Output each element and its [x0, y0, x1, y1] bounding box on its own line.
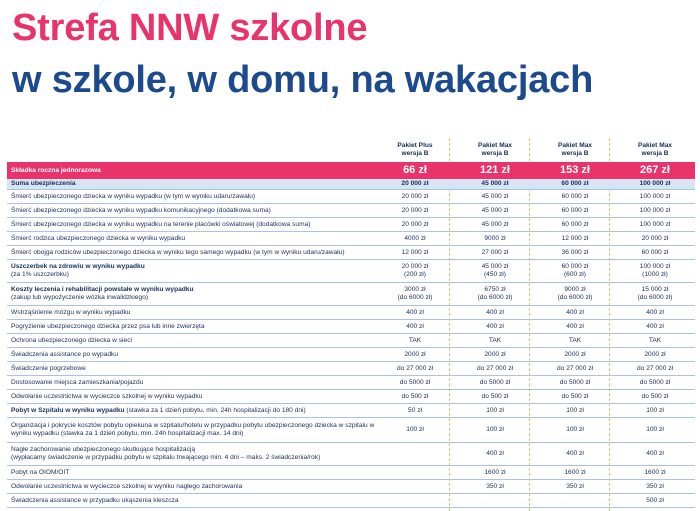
table-row: [7, 404, 695, 418]
table-row: [7, 362, 695, 376]
row-value: do 5000 zł: [399, 378, 431, 386]
table-row: [7, 283, 695, 306]
table-header-row: [7, 138, 695, 162]
row-value: 45 000 zł: [481, 220, 509, 228]
sum-insured-row: [7, 179, 695, 190]
row-value: 400 zł: [646, 450, 664, 458]
row-value: 100 zł: [406, 426, 424, 434]
title-line-2: w szkole, w domu, na wakacjach: [12, 59, 594, 101]
table-row: [7, 443, 695, 466]
table-row: [7, 246, 695, 260]
row-value: 500 zł: [646, 496, 664, 504]
row-value: [375, 494, 455, 507]
column-header: Pakiet Max wersja B: [557, 142, 593, 157]
row-value: 100 000 zł: [639, 192, 671, 200]
row-value: 1600 zł: [484, 468, 506, 476]
title-line-1: Strefa NNW szkolne: [12, 7, 368, 49]
row-value: 20 000 zł (200 zł): [401, 263, 429, 278]
row-value: 400 zł: [566, 322, 584, 330]
row-value: 100 000 zł: [639, 220, 671, 228]
row-value: do 500 zł: [641, 392, 669, 400]
row-label: Świadczenia assistance po wypadku: [11, 350, 119, 358]
row-value: 100 zł: [566, 406, 584, 414]
premium-value: 121 zł: [480, 163, 510, 176]
row-label: Śmierć ubezpieczonego dziecka w wyniku wypadku (w tym w wyniku udaru/zawału): [11, 192, 256, 200]
row-value: 15 000 zł (do 6000 zł): [637, 286, 673, 301]
row-value: 400 zł: [646, 308, 664, 316]
row-value: [535, 494, 615, 507]
row-value: 350 zł: [566, 482, 584, 490]
column-header: Pakiet Max wersja B: [637, 142, 673, 157]
table-row: [7, 218, 695, 232]
row-label: Śmierć ubezpieczonego dziecka w wyniku wypadku na terenie placówki oświatowej (dodatkowa suma): [11, 220, 311, 228]
row-value: 400 zł: [486, 450, 504, 458]
row-value: do 27 000 zł: [397, 364, 433, 372]
table-row: [7, 390, 695, 404]
row-value: 20 000 zł: [401, 192, 429, 200]
row-value: 100 zł: [646, 406, 664, 414]
sum-value: 100 000 zł: [639, 180, 671, 188]
row-value: [375, 466, 455, 479]
row-value: 400 zł: [406, 308, 424, 316]
row-label: Świadczenie pogrzebowe: [11, 364, 86, 372]
row-label: Wstrząśnienie mózgu w wyniku wypadku: [11, 308, 131, 316]
sum-label: Suma ubezpieczenia: [11, 180, 76, 188]
row-label: Dostosowanie miejsca zamieszkania/pojazdu: [11, 378, 144, 386]
row-value: do 500 zł: [401, 392, 429, 400]
row-value: TAK: [568, 336, 582, 344]
row-value: 2000 zł: [564, 350, 586, 358]
row-value: [375, 480, 455, 493]
row-value: 36 000 zł: [561, 248, 589, 256]
row-label: Świadczenia assistance w przypadku ukąszenia kleszcza: [11, 496, 179, 504]
table-row: [7, 466, 695, 480]
row-label: Odwołanie uczestnictwa w wycieczce szkolnej w wyniku wypadku: [11, 392, 203, 400]
row-value: 4000 zł: [404, 234, 426, 242]
row-value: 20 000 zł: [641, 234, 669, 242]
row-value: 100 zł: [646, 426, 664, 434]
row-value: 12 000 zł: [561, 234, 589, 242]
row-value: do 27 000 zł: [477, 364, 513, 372]
table-row: [7, 204, 695, 218]
table-row: [7, 418, 695, 443]
row-value: 12 000 zł: [401, 248, 429, 256]
row-value: 20 000 zł: [401, 206, 429, 214]
premium-row: [7, 162, 695, 179]
row-value: 50 zł: [408, 406, 422, 414]
row-value: 60 000 zł: [561, 220, 589, 228]
row-value: 60 000 zł: [641, 248, 669, 256]
row-value: 20 000 zł: [401, 220, 429, 228]
row-label: Śmierć obojga rodziców ubezpieczonego dziecka w wyniku tego samego wypadku (w tym w wyniku udaru/zawału): [11, 248, 345, 256]
row-value: 60 000 zł (600 zł): [561, 263, 589, 278]
row-value: do 500 zł: [481, 392, 509, 400]
row-value: do 5000 zł: [639, 378, 671, 386]
table-row: [7, 190, 695, 204]
row-value: 400 zł: [486, 322, 504, 330]
row-value: 45 000 zł: [481, 192, 509, 200]
column-header: Pakiet Plus wersja B: [397, 142, 433, 157]
row-value: 400 zł: [406, 322, 424, 330]
table-row: [7, 480, 695, 494]
sum-value: 60 000 zł: [561, 180, 589, 188]
row-value: 3000 zł (do 6000 zł): [397, 286, 433, 301]
premium-value: 267 zł: [640, 163, 670, 176]
row-label: Pogryzienie ubezpieczonego dziecka przez psa lub inne zwierzęta: [11, 322, 205, 330]
row-value: [375, 443, 455, 465]
row-label: Organizacja i pokrycie kosztów pobytu opiekuna w szpitalu/hotelu w przypadku pobytu ubezpieczonego dziecka w szpitalu w wyniku wypadku (stawka za 1 dzień pobytu, min. 24h hospitalizacji max. 14 dni): [11, 422, 375, 437]
row-value: do 27 000 zł: [637, 364, 673, 372]
row-value: 400 zł: [566, 308, 584, 316]
sum-value: 45 000 zł: [481, 180, 509, 188]
sum-value: 20 000 zł: [401, 180, 429, 188]
row-value: 9000 zł: [484, 234, 506, 242]
row-label: Koszty leczenia i rehabilitacji powstałe w wyniku wypadku (zakup lub wypożyczenie wózka inwalidzkiego): [11, 286, 194, 301]
premium-value: 66 zł: [403, 163, 427, 176]
table-row: [7, 306, 695, 320]
row-value: 100 000 zł: [639, 206, 671, 214]
row-value: do 27 000 zł: [557, 364, 593, 372]
premium-value: 153 zł: [560, 163, 590, 176]
row-label: Odwołanie uczestnictwa w wycieczce szkolnej w wyniku nagłego zachorowania: [11, 482, 243, 490]
row-value: 60 000 zł: [561, 192, 589, 200]
row-value: 60 000 zł: [561, 206, 589, 214]
row-value: 400 zł: [486, 308, 504, 316]
row-value: [455, 494, 535, 507]
row-value: 45 000 zł: [481, 206, 509, 214]
table-row: [7, 334, 695, 348]
row-value: 9000 zł (do 6000 zł): [557, 286, 593, 301]
row-value: 2000 zł: [404, 350, 426, 358]
header-spacer: [7, 138, 375, 162]
table-row: [7, 232, 695, 246]
row-value: 100 zł: [486, 406, 504, 414]
table-row: [7, 376, 695, 390]
row-value: 400 zł: [566, 450, 584, 458]
row-value: 350 zł: [646, 482, 664, 490]
table-row: [7, 260, 695, 283]
table-row: [7, 494, 695, 508]
row-label: Pobyt na OIOM/OIT: [11, 468, 70, 476]
row-value: TAK: [488, 336, 502, 344]
row-value: 100 zł: [486, 426, 504, 434]
row-label: Śmierć rodzica ubezpieczonego dziecka w wyniku wypadku: [11, 234, 186, 242]
row-label: Ochrona ubezpieczonego dziecka w sieci: [11, 336, 132, 344]
row-value: 1600 zł: [564, 468, 586, 476]
row-value: do 500 zł: [561, 392, 589, 400]
row-value: 27 000 zł: [481, 248, 509, 256]
premium-label: Składka roczna jednorazowa: [11, 166, 101, 174]
column-header: Pakiet Max wersja B: [477, 142, 513, 157]
row-value: do 5000 zł: [559, 378, 591, 386]
row-value: 1600 zł: [644, 468, 666, 476]
row-value: 400 zł: [646, 322, 664, 330]
row-value: 45 000 zł (450 zł): [481, 263, 509, 278]
row-value: 100 zł: [566, 426, 584, 434]
coverage-table: [7, 138, 695, 508]
row-value: TAK: [408, 336, 422, 344]
row-value: 2000 zł: [484, 350, 506, 358]
row-value: 2000 zł: [644, 350, 666, 358]
row-label: Pobyt w Szpitalu w wyniku wypadku (stawka za 1 dzień pobytu, min. 24h hospitalizacji do 180 dni): [11, 406, 306, 414]
row-value: 100 000 zł (1000 zł): [639, 263, 671, 278]
row-value: 6750 zł (do 6000 zł): [477, 286, 513, 301]
row-value: 350 zł: [486, 482, 504, 490]
table-row: [7, 348, 695, 362]
table-row: [7, 320, 695, 334]
row-value: TAK: [648, 336, 662, 344]
row-label: Śmierć ubezpieczonego dziecka w wyniku wypadku komunikacyjnego (dodatkowa suma): [11, 206, 271, 214]
row-value: do 5000 zł: [479, 378, 511, 386]
row-label: Uszczerbek na zdrowiu w wyniku wypadku (za 1% uszczerbku): [11, 263, 145, 278]
row-label: Nagłe zachorowanie ubezpieczonego skutkujące hospitalizacją (wypłacamy świadczenie w przypadku pobytu w szpitalu trwającego min. 4 dni – maks. 2 świadczenia/rok): [11, 446, 321, 461]
